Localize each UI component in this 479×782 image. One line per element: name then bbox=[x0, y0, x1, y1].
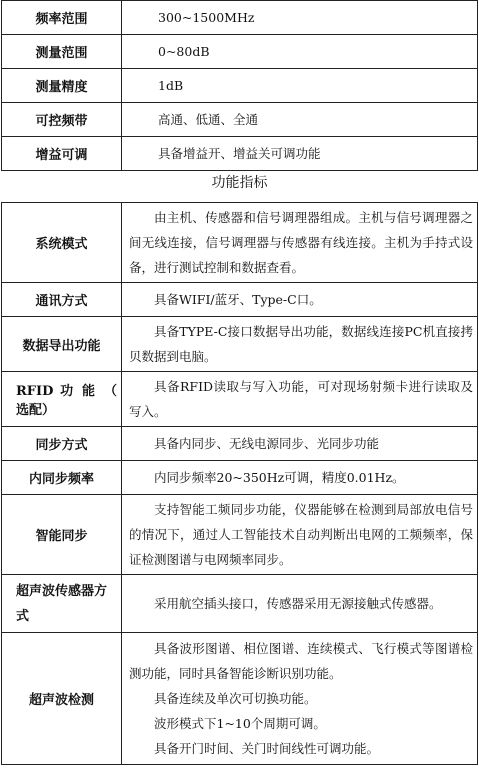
row-label: 智能同步 bbox=[2, 495, 122, 575]
row-value: 具备内同步、无线电源同步、光同步功能 bbox=[154, 436, 380, 451]
table-row bbox=[2, 1, 478, 35]
spec-table bbox=[1, 0, 478, 171]
row-value: 0~80dB bbox=[122, 35, 478, 69]
section-title: 功能指标 bbox=[211, 175, 268, 191]
row-value: 支持智能工频同步功能，仪器能够在检测到局部放电信号的情况下，通过人工智能技术自动判断出电网的工频频率，保证检测图谱与电网频率同步。 bbox=[129, 502, 473, 567]
table-row bbox=[2, 461, 478, 495]
table-row bbox=[2, 103, 478, 137]
table-row bbox=[2, 283, 478, 317]
row-label: 系统模式 bbox=[2, 203, 122, 283]
row-value: 具备RFID读取与写入功能，可对现场射频卡进行读取及写入。 bbox=[129, 379, 473, 419]
function-table bbox=[1, 202, 478, 765]
row-value: 具备连续及单次可切换功能。 bbox=[154, 691, 317, 706]
table-row bbox=[2, 495, 478, 575]
table-row bbox=[2, 575, 478, 633]
row-value: 具备开门时间、关门时间线性可调功能。 bbox=[154, 741, 380, 756]
table-row bbox=[2, 137, 478, 171]
row-value: 具备WIFI/蓝牙、Type-C口。 bbox=[154, 292, 322, 307]
row-value: 1dB bbox=[122, 69, 478, 103]
row-value: 高通、低通、全通 bbox=[122, 103, 478, 137]
table-row bbox=[2, 633, 478, 765]
row-value: 波形模式下1~10个周期可调。 bbox=[154, 716, 326, 731]
row-value: 具备增益开、增益关可调功能 bbox=[122, 137, 478, 171]
row-label: 测量范围 bbox=[2, 35, 122, 69]
table-row bbox=[2, 372, 478, 427]
row-value: 具备波形图谱、相位图谱、连续模式、飞行模式等图谱检测功能，同时具备智能诊断识别功能。 bbox=[129, 641, 473, 681]
row-label: 超声波检测 bbox=[2, 633, 122, 765]
row-value: 采用航空插头接口，传感器采用无源接触式传感器。 bbox=[154, 596, 442, 611]
table-row bbox=[2, 69, 478, 103]
row-value: 内同步频率20~350Hz可调，精度0.01Hz。 bbox=[154, 470, 405, 485]
row-label: RFID 功 能 （ 选配） bbox=[2, 372, 122, 427]
row-label: 同步方式 bbox=[2, 427, 122, 461]
row-label: 可控频带 bbox=[2, 103, 122, 137]
table-row bbox=[2, 427, 478, 461]
row-label: 通讯方式 bbox=[2, 283, 122, 317]
row-value: 具备TYPE-C接口数据导出功能，数据线连接PC机直接拷贝数据到电脑。 bbox=[129, 324, 473, 364]
row-label: 测量精度 bbox=[2, 69, 122, 103]
row-label: 数据导出功能 bbox=[2, 317, 122, 372]
row-label: 频率范围 bbox=[2, 1, 122, 35]
row-label: 增益可调 bbox=[2, 137, 122, 171]
table-row bbox=[2, 35, 478, 69]
table-row bbox=[2, 317, 478, 372]
row-label: 超声波传感器方式 bbox=[2, 575, 122, 633]
row-value: 300~1500MHz bbox=[122, 1, 478, 35]
table-row bbox=[2, 203, 478, 283]
row-label: 内同步频率 bbox=[2, 461, 122, 495]
row-value: 由主机、传感器和信号调理器组成。主机与信号调理器之间无线连接，信号调理器与传感器有线连接。主机为手持式设备，进行测试控制和数据查看。 bbox=[129, 210, 473, 275]
